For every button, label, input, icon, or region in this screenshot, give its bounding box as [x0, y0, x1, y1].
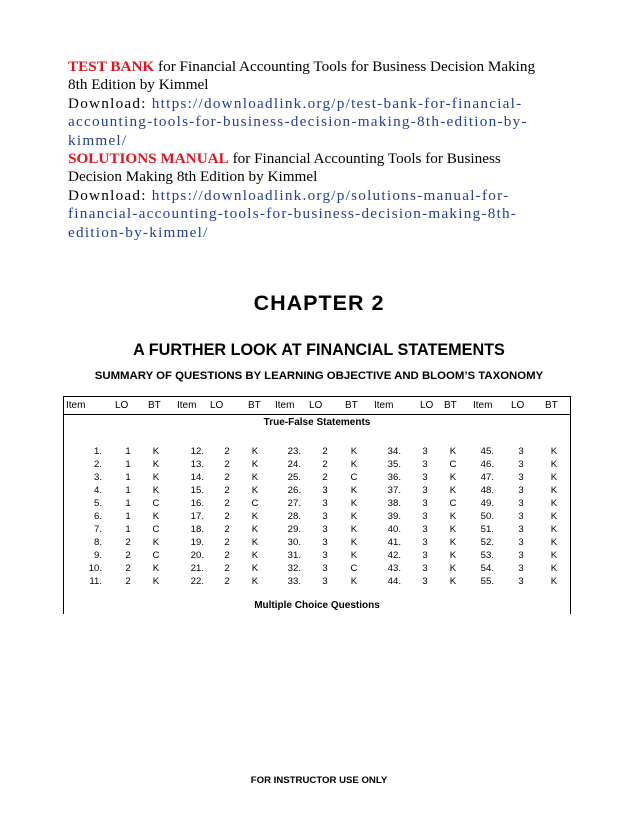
question-item-number: 26.	[287, 484, 301, 496]
header-block	[68, 58, 568, 242]
learning-objective: 2	[322, 458, 328, 470]
test-bank-link-end[interactable]: kimmel/	[68, 131, 128, 149]
question-item-number: 7.	[93, 523, 102, 535]
blooms-level: K	[350, 536, 358, 548]
download-label: Download:	[68, 94, 147, 112]
question-item-number: 2.	[93, 458, 102, 470]
learning-objective: 3	[322, 510, 328, 522]
learning-objective: 3	[322, 497, 328, 509]
blooms-level: K	[550, 458, 558, 470]
blooms-level: K	[550, 497, 558, 509]
blooms-level: K	[449, 575, 457, 587]
solutions-manual-label: SOLUTIONS MANUAL	[68, 150, 229, 168]
column-header-bt: BT	[345, 400, 358, 411]
question-item-number: 55.	[480, 575, 494, 587]
blooms-level: K	[550, 575, 558, 587]
blooms-level: K	[251, 523, 259, 535]
blooms-level: C	[152, 497, 160, 509]
learning-objective: 3	[518, 549, 524, 561]
test-bank-link-cont[interactable]: accounting-tools-for-business-decision-making-8th-edition-by-	[68, 113, 528, 131]
blooms-level: C	[350, 562, 358, 574]
table-header-row	[63, 396, 571, 415]
question-item-number: 21.	[190, 562, 204, 574]
learning-objective: 3	[322, 549, 328, 561]
header-line-4-text: for Financial Accounting Tools for Business	[228, 150, 501, 168]
learning-objective: 2	[224, 575, 230, 587]
question-item-number: 50.	[480, 510, 494, 522]
question-item-number: 43.	[387, 562, 401, 574]
blooms-level: K	[350, 510, 358, 522]
learning-objective: 3	[422, 471, 428, 483]
header-line-5: Decision Making 8th Edition by Kimmel	[68, 168, 318, 186]
download-line-1	[68, 95, 568, 113]
question-item-number: 40.	[387, 523, 401, 535]
blooms-level: C	[449, 497, 457, 509]
column-header-lo: LO	[115, 400, 129, 411]
question-item-number: 53.	[480, 549, 494, 561]
footer-note: FOR INSTRUCTOR USE ONLY	[250, 775, 388, 786]
blooms-level: K	[251, 484, 259, 496]
solutions-link[interactable]: https://downloadlink.org/p/solutions-manual-for-	[151, 186, 510, 204]
column-header-bt: BT	[444, 400, 457, 411]
learning-objective: 1	[125, 510, 131, 522]
question-item-number: 1.	[93, 446, 102, 457]
chapter-subtitle: A FURTHER LOOK AT FINANCIAL STATEMENTS	[133, 341, 505, 359]
learning-objective: 2	[224, 497, 230, 509]
question-item-number: 47.	[480, 471, 494, 483]
learning-objective: 2	[322, 446, 328, 457]
blooms-level: K	[449, 562, 457, 574]
blooms-level: K	[152, 471, 160, 483]
learning-objective: 3	[518, 484, 524, 496]
column-header-item: Item	[66, 400, 86, 411]
column-header-lo: LO	[511, 400, 525, 411]
test-bank-label: TEST BANK	[68, 58, 155, 75]
blooms-level: K	[449, 536, 457, 548]
summary-heading: SUMMARY OF QUESTIONS BY LEARNING OBJECTIVE AND BLOOM’S TAXONOMY	[94, 370, 544, 382]
question-item-number: 22.	[190, 575, 204, 587]
question-item-number: 41.	[387, 536, 401, 548]
question-item-number: 51.	[480, 523, 494, 535]
header-line-4	[68, 150, 568, 168]
test-bank-link[interactable]: https://downloadlink.org/p/test-bank-for-financial-	[151, 94, 523, 112]
question-item-number: 49.	[480, 497, 494, 509]
blooms-level: K	[251, 446, 259, 457]
blooms-level: K	[550, 562, 558, 574]
learning-objective: 3	[518, 523, 524, 535]
question-item-number: 18.	[190, 523, 204, 535]
question-item-number: 42.	[387, 549, 401, 561]
learning-objective: 2	[224, 523, 230, 535]
question-item-number: 54.	[480, 562, 494, 574]
learning-objective: 2	[125, 536, 131, 548]
column-header-bt: BT	[545, 400, 558, 411]
blooms-level: K	[251, 458, 259, 470]
blooms-level: K	[449, 484, 457, 496]
learning-objective: 2	[125, 575, 131, 587]
learning-objective: 3	[422, 562, 428, 574]
blooms-level: C	[251, 497, 259, 509]
learning-objective: 3	[518, 536, 524, 548]
section-multiple-choice: Multiple Choice Questions	[254, 600, 380, 611]
learning-objective: 3	[518, 458, 524, 470]
blooms-level: K	[350, 458, 358, 470]
question-item-number: 37.	[387, 484, 401, 496]
column-header-item: Item	[177, 400, 197, 411]
learning-objective: 3	[422, 497, 428, 509]
question-item-number: 46.	[480, 458, 494, 470]
download-label-2: Download:	[68, 186, 147, 204]
learning-objective: 3	[518, 575, 524, 587]
blooms-level: K	[550, 536, 558, 548]
blooms-level: K	[152, 446, 160, 457]
blooms-level: C	[152, 523, 160, 535]
question-item-number: 15.	[190, 484, 204, 496]
learning-objective: 3	[422, 549, 428, 561]
learning-objective: 1	[125, 471, 131, 483]
blooms-level: K	[152, 510, 160, 522]
learning-objective: 2	[224, 536, 230, 548]
learning-objective: 2	[322, 471, 328, 483]
blooms-level: K	[550, 484, 558, 496]
blooms-level: C	[350, 471, 358, 483]
question-item-number: 33.	[287, 575, 301, 587]
question-item-number: 13.	[190, 458, 204, 470]
question-item-number: 29.	[287, 523, 301, 535]
learning-objective: 3	[322, 484, 328, 496]
question-item-number: 12.	[190, 446, 204, 457]
download-line-2	[68, 187, 568, 205]
learning-objective: 2	[224, 458, 230, 470]
blooms-level: K	[350, 446, 358, 457]
header-line-1	[68, 58, 568, 76]
header-line-1-text: for Financial Accounting Tools for Business Decision Making	[154, 58, 536, 75]
column-header-item: Item	[275, 400, 295, 411]
question-item-number: 31.	[287, 549, 301, 561]
learning-objective: 3	[422, 523, 428, 535]
learning-objective: 2	[224, 510, 230, 522]
learning-objective: 3	[518, 471, 524, 483]
question-item-number: 38.	[387, 497, 401, 509]
question-item-number: 30.	[287, 536, 301, 548]
column-header-bt: BT	[248, 400, 261, 411]
column-header-item: Item	[473, 400, 493, 411]
blooms-level: K	[449, 471, 457, 483]
learning-objective: 3	[322, 536, 328, 548]
learning-objective: 3	[422, 536, 428, 548]
learning-objective: 3	[518, 510, 524, 522]
blooms-level: K	[550, 471, 558, 483]
question-item-number: 20.	[190, 549, 204, 561]
learning-objective: 2	[224, 471, 230, 483]
question-item-number: 32.	[287, 562, 301, 574]
learning-objective: 3	[422, 458, 428, 470]
learning-objective: 1	[125, 446, 131, 457]
blooms-level: C	[449, 458, 457, 470]
blooms-level: K	[152, 484, 160, 496]
column-header-item: Item	[374, 400, 394, 411]
learning-objective: 1	[125, 458, 131, 470]
blooms-level: K	[350, 484, 358, 496]
learning-objective: 3	[518, 497, 524, 509]
question-item-number: 10.	[88, 562, 102, 574]
question-item-number: 3.	[93, 471, 102, 483]
learning-objective: 2	[224, 549, 230, 561]
blooms-level: K	[251, 549, 259, 561]
question-item-number: 39.	[387, 510, 401, 522]
blooms-level: K	[152, 562, 160, 574]
question-item-number: 6.	[93, 510, 102, 522]
learning-objective: 1	[125, 497, 131, 509]
column-header-lo: LO	[210, 400, 224, 411]
blooms-level: K	[251, 562, 259, 574]
question-item-number: 52.	[480, 536, 494, 548]
solutions-link-cont[interactable]: financial-accounting-tools-for-business-decision-making-8th-	[68, 205, 518, 223]
question-item-number: 34.	[387, 446, 401, 457]
questions-table	[63, 396, 571, 618]
question-item-number: 28.	[287, 510, 301, 522]
question-item-number: 48.	[480, 484, 494, 496]
section-true-false: True-False Statements	[263, 417, 371, 428]
learning-objective: 3	[322, 575, 328, 587]
blooms-level: K	[152, 458, 160, 470]
learning-objective: 3	[322, 523, 328, 535]
blooms-level: K	[449, 446, 457, 457]
blooms-level: K	[251, 575, 259, 587]
question-item-number: 25.	[287, 471, 301, 483]
question-item-number: 24.	[287, 458, 301, 470]
blooms-level: K	[550, 446, 558, 457]
learning-objective: 3	[518, 446, 524, 457]
question-item-number: 23.	[287, 446, 301, 457]
learning-objective: 1	[125, 484, 131, 496]
blooms-level: K	[152, 575, 160, 587]
question-item-number: 5.	[93, 497, 102, 509]
question-item-number: 8.	[93, 536, 102, 548]
learning-objective: 3	[322, 562, 328, 574]
question-item-number: 35.	[387, 458, 401, 470]
chapter-title: CHAPTER 2	[253, 291, 385, 315]
column-header-lo: LO	[420, 400, 434, 411]
question-item-number: 16.	[190, 497, 204, 509]
learning-objective: 3	[422, 575, 428, 587]
learning-objective: 2	[125, 562, 131, 574]
blooms-level: K	[152, 536, 160, 548]
blooms-level: K	[350, 497, 358, 509]
question-item-number: 27.	[287, 497, 301, 509]
blooms-level: K	[449, 523, 457, 535]
blooms-level: K	[550, 549, 558, 561]
learning-objective: 2	[125, 549, 131, 561]
question-item-number: 45.	[480, 446, 494, 457]
learning-objective: 2	[224, 446, 230, 457]
learning-objective: 3	[422, 484, 428, 496]
learning-objective: 2	[224, 562, 230, 574]
learning-objective: 3	[422, 446, 428, 457]
learning-objective: 1	[125, 523, 131, 535]
learning-objective: 2	[224, 484, 230, 496]
learning-objective: 3	[422, 510, 428, 522]
question-item-number: 36.	[387, 471, 401, 483]
question-item-number: 9.	[93, 549, 102, 561]
blooms-level: K	[550, 510, 558, 522]
question-item-number: 44.	[387, 575, 401, 587]
question-item-number: 19.	[190, 536, 204, 548]
question-item-number: 11.	[89, 575, 102, 587]
question-item-number: 17.	[190, 510, 204, 522]
blooms-level: K	[350, 549, 358, 561]
blooms-level: C	[152, 549, 160, 561]
question-item-number: 4.	[93, 484, 102, 496]
blooms-level: K	[350, 575, 358, 587]
header-line-2: 8th Edition by Kimmel	[68, 76, 209, 94]
solutions-link-end[interactable]: edition-by-kimmel/	[68, 223, 209, 241]
blooms-level: K	[251, 510, 259, 522]
blooms-level: K	[350, 523, 358, 535]
blooms-level: K	[251, 536, 259, 548]
blooms-level: K	[449, 549, 457, 561]
column-header-lo: LO	[309, 400, 323, 411]
question-item-number: 14.	[190, 471, 204, 483]
blooms-level: K	[449, 510, 457, 522]
blooms-level: K	[550, 523, 558, 535]
learning-objective: 3	[518, 562, 524, 574]
column-header-bt: BT	[148, 400, 161, 411]
blooms-level: K	[251, 471, 259, 483]
